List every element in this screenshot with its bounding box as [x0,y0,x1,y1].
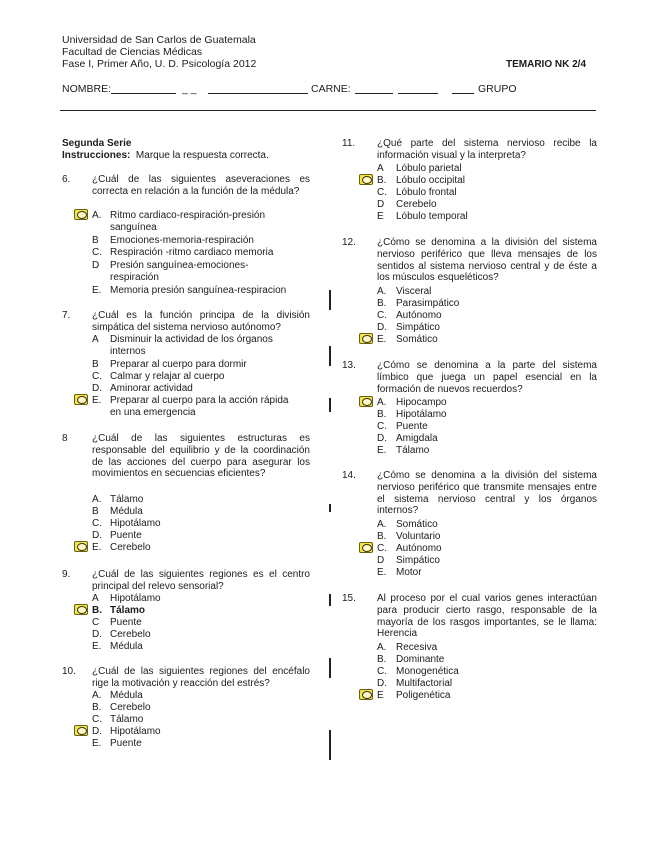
exam-code: TEMARIO NK 2/4 [506,59,587,70]
question-number: 12. [342,237,356,248]
question-text: ¿Qué parte del sistema nervioso recibe la información visual y la interpreta? [377,138,597,161]
change-bar [329,398,331,412]
instructions-text: Marque la respuesta correcta. [135,150,269,161]
instructions-label: Instrucciones: [62,150,131,161]
question-number: 8 [62,433,68,444]
comment-note-icon[interactable] [74,541,88,552]
change-bar [329,658,331,678]
question-number: 11. [342,138,356,149]
question-text: ¿Cómo se denomina a la división del sistema nervioso periférico que lleva mensajes de los sentidos al sistema nervioso central y de éste a los músculos esqueléticos? [377,237,597,284]
nombre-label: NOMBRE: [62,83,112,95]
carne-blank-1[interactable] [355,93,393,94]
question-number: 14. [342,470,356,481]
question-number: 6. [62,174,71,185]
comment-note-icon[interactable] [74,604,88,615]
nombre-blank-1[interactable] [111,93,176,94]
question-text: ¿Cuál de las siguientes regiones del encéfalo rige la motivación y reacción del estrés? [92,666,310,689]
question-number: 10. [62,666,76,677]
change-bar [329,504,331,512]
change-bar [329,730,331,760]
question-text: ¿Cuál de las siguientes estructuras es responsable del equilibrio y de la coordinación de las acciones del cuerpo para asegurar los movimientos en secuencias eficientes? [92,433,310,480]
comment-note-icon[interactable] [74,209,88,220]
comment-note-icon[interactable] [359,689,373,700]
question-text: ¿Cuál es la función principa de la división simpática del sistema nervioso autónomo? [92,310,310,333]
comment-note-icon[interactable] [359,333,373,344]
question-number: 15. [342,593,356,604]
question-number: 13. [342,360,356,371]
carne-blank-2[interactable] [398,93,438,94]
change-bar [329,594,331,606]
question-text: Al proceso por el cual varios genes interactúan para producir cierto rasgo, responsable de la mayoría de los rasgos importantes, se le llama: Herencia [377,593,597,640]
instructions [62,150,269,161]
nombre-blank-2[interactable] [208,93,308,94]
faculty-name: Facultad de Ciencias Médicas [62,46,203,58]
section-title: Segunda Serie [62,138,132,149]
course-name: Fase I, Primer Año, U. D. Psicología 2012 [62,58,257,70]
carne-blank-3[interactable] [452,93,474,94]
comment-note-icon[interactable] [359,396,373,407]
question-number: 9. [62,569,71,580]
question-text: ¿Cuál de las siguientes aseveraciones es correcta en relación a la función de la médula? [92,174,310,197]
change-bar [329,346,331,366]
question-text: ¿Cómo se denomina a la división del sistema nervioso periférico que transmite mensajes entre el sistema nervioso central y los órganos internos? [377,470,597,517]
comment-note-icon[interactable] [74,394,88,405]
comment-note-icon[interactable] [359,542,373,553]
question-text: ¿Cuál de las siguientes regiones es el centro principal del relevo sensorial? [92,569,310,592]
comment-note-icon[interactable] [359,174,373,185]
question-number: 7. [62,310,71,321]
grupo-label: GRUPO [478,83,517,95]
question-text: ¿Cómo se denomina a la parte del sistema límbico que juega un papel esencial en la formación de nuevos recuerdos? [377,360,597,395]
change-bar [329,290,331,310]
header-divider [60,110,596,111]
comment-note-icon[interactable] [74,725,88,736]
nombre-mid: _ _ [182,83,197,95]
university-name: Universidad de San Carlos de Guatemala [62,34,256,46]
carne-label: CARNE: [311,83,351,95]
